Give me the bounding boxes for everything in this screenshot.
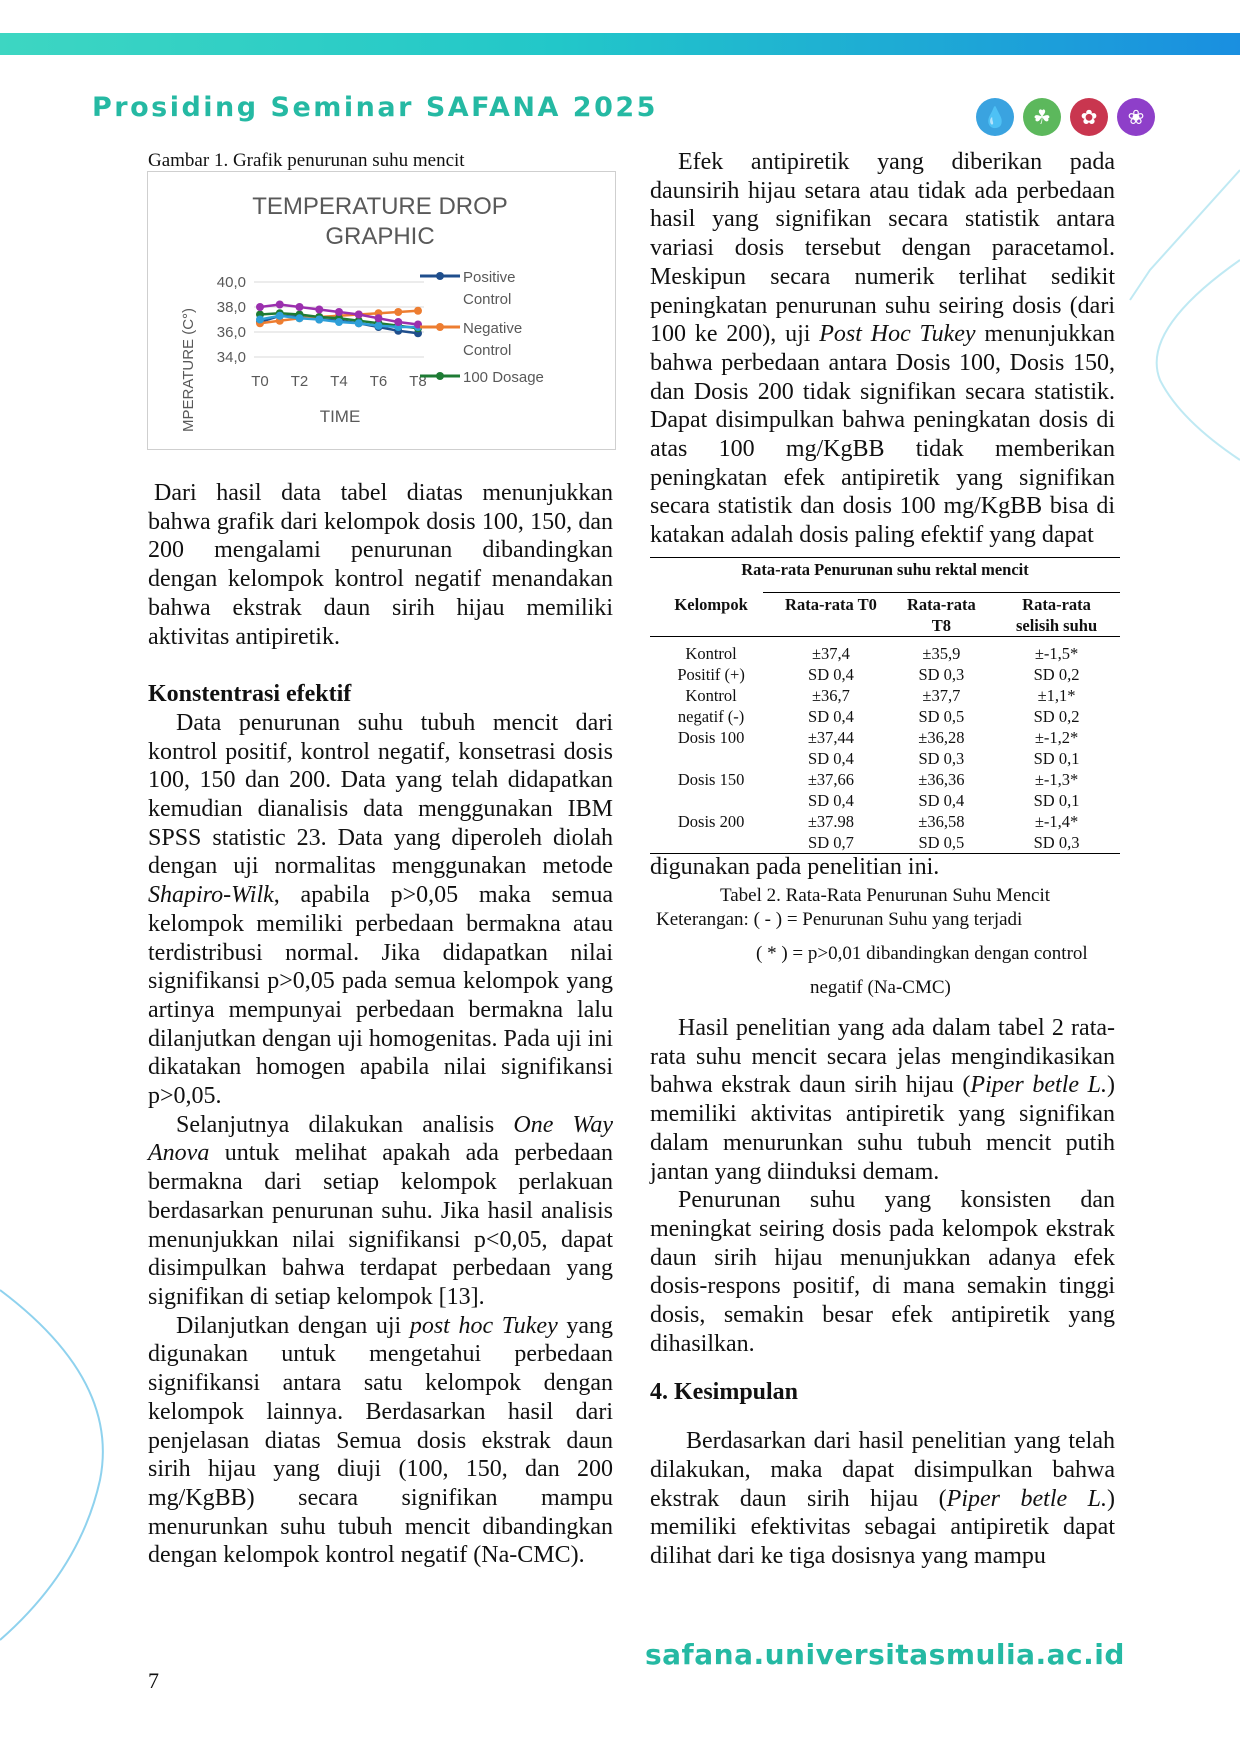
table-cell: SD 0,4 <box>808 749 854 768</box>
table-top-rule <box>650 557 1120 558</box>
data-point <box>355 319 363 327</box>
conference-title: Prosiding Seminar SAFANA 2025 <box>92 92 658 123</box>
flower-icon: ❀ <box>1117 98 1155 136</box>
table-header-row <box>650 594 1120 637</box>
section-heading: 4. Kesimpulan <box>650 1379 799 1406</box>
y-axis-label: MPERATURE (C°) <box>180 307 197 432</box>
data-point <box>296 303 304 311</box>
data-table <box>650 594 1120 854</box>
table-cell: ±36,28 <box>918 728 965 747</box>
data-point <box>335 318 343 326</box>
table-caption: Tabel 2. Rata-Rata Penurunan Suhu Mencit <box>719 885 1051 906</box>
leaf-icon: ☘ <box>1023 98 1061 136</box>
table-cell: SD 0,5 <box>918 707 965 726</box>
legend-marker <box>436 323 444 331</box>
figure-caption: Gambar 1. Grafik penurunan suhu mencit <box>148 150 465 171</box>
footer-url[interactable]: safana.universitasmulia.ac.id <box>645 1638 1125 1671</box>
table-header: Rata-rata selisih suhu <box>1015 595 1098 635</box>
table-cell: SD 0,7 <box>808 833 854 852</box>
table-row <box>650 637 1120 665</box>
table-row <box>650 748 1120 769</box>
table-notes <box>650 884 1120 1000</box>
table-row <box>650 685 1120 706</box>
y-tick-label: 40,0 <box>216 274 246 291</box>
table-cell: ±37,7 <box>922 686 961 705</box>
data-point <box>276 301 284 309</box>
table-cell: ±-1,2* <box>1034 728 1079 747</box>
header-logos <box>976 98 1155 136</box>
table-cell: ±36,7 <box>811 686 850 705</box>
data-point <box>414 307 422 315</box>
table-cell: SD 0,3 <box>1033 833 1080 852</box>
data-point <box>375 314 383 322</box>
legend-label: Positive <box>463 269 516 286</box>
table-cell: SD 0,1 <box>1033 791 1080 810</box>
data-point <box>335 308 343 316</box>
right-column-bottom <box>650 1014 1115 1571</box>
table-cell: ±36,36 <box>918 770 965 789</box>
table-row <box>650 811 1120 832</box>
right-column-continued <box>650 853 1115 882</box>
data-point <box>355 311 363 319</box>
data-point <box>315 316 323 324</box>
table-cell: ±35,9 <box>922 644 961 663</box>
paragraph: Dari hasil data tabel diatas menunjukkan bahwa grafik dari kelompok dosis 100, 150, dan 200 mengalami penurunan dibandingkan dengan kelompok kontrol negatif menandakan bahwa ekstrak daun sirih hijau memiliki aktivitas antipiretik. <box>148 480 613 650</box>
table-cell: ±1,1* <box>1037 686 1076 705</box>
paragraph: Hasil penelitian yang ada dalam tabel 2 rata-rata suhu mencit secara jelas mengindikasikan bahwa ekstrak daun sirih hijau (Piper betle L.) memiliki aktivitas antipiretik yang signifikan dalam menurunkan suhu tubuh mencit putih jantan yang diinduksi demam. <box>650 1015 1115 1185</box>
chart-title: TEMPERATURE DROP <box>252 193 508 220</box>
table-cell: ±36,58 <box>918 812 965 831</box>
table-note: ( * ) = p>0,01 dibandingkan dengan control <box>756 943 1088 964</box>
paragraph: Berdasarkan dari hasil penelitian yang telah dilakukan, maka dapat disimpulkan bahwa ekstrak daun sirih hijau (Piper betle L.) memiliki efektivitas sebagai antipiretik dapat dilihat dari ke tiga dosisnya yang mampu <box>650 1428 1116 1569</box>
table-cell: SD 0,3 <box>918 665 965 684</box>
table-cell: ±-1,5* <box>1034 644 1079 663</box>
table-header: Kelompok <box>674 595 748 614</box>
table-cell: ±37,4 <box>811 644 850 663</box>
table-cell: Dosis 200 <box>677 812 745 831</box>
table-subrule <box>763 592 1120 593</box>
table-row <box>650 790 1120 811</box>
y-tick-label: 38,0 <box>216 299 246 316</box>
table-cell: Kontrol <box>685 644 737 663</box>
table-title: Rata-rata Penurunan suhu rektal mencit <box>741 560 1029 579</box>
x-tick-label: T0 <box>251 373 269 390</box>
herb-icon: ✿ <box>1070 98 1108 136</box>
data-point <box>256 316 264 324</box>
table-cell: SD 0,4 <box>808 665 854 684</box>
table-cell: ±37,44 <box>807 728 855 747</box>
paragraph: Dilanjutkan dengan uji post hoc Tukey yang digunakan untuk mengetahui perbedaan signifikansi antara satu kelompok dengan kelompok lainnya. Berdasarkan hasil dari penjelasan diatas Semua dosis ekstrak daun sirih hijau yang diuji (100, 150, dan 200 mg/KgBB) secara signifikan mampu menurunkan suhu tubuh mencit dibandingkan dengan kelompok kontrol negatif (Na-CMC). <box>148 1312 613 1569</box>
table-header: Rata-rata T8 <box>907 595 976 635</box>
legend-label: Control <box>463 291 512 308</box>
legend-marker <box>436 272 444 280</box>
legend-label: 100 Dosage <box>463 369 544 386</box>
table-cell <box>650 832 772 854</box>
table-cell: Kontrol <box>685 686 737 705</box>
legend-label: Control <box>463 342 512 359</box>
paragraph: Penurunan suhu yang konsisten dan meningkat seiring dosis pada kelompok ekstrak daun sirih hijau menunjukkan adanya efek dosis-respons positif, di mana semakin tinggi dosis, semakin besar efek antipiretik yang dihasilkan. <box>650 1187 1115 1357</box>
legend-marker <box>436 372 444 380</box>
table-cell: SD 0,4 <box>918 791 965 810</box>
paragraph: Selanjutnya dilakukan analisis One Way Anova untuk melihat apakah ada perbedaan bermakna dari setiap kelompok perlakuan berdasarkan penurunan suhu. Jika hasil analisis menunjukkan nilai signifikansi p<0,05, dapat disimpulkan bahwa terdapat perbedaan yang signifikan di setiap kelompok [13]. <box>148 1111 613 1310</box>
paragraph: Data penurunan suhu tubuh mencit dari kontrol positif, kontrol negatif, konsetrasi dosis 100, 150 dan 200. Data yang telah didapatkan kemudian dianalisis data menggunakan IBM SPSS statistic 23. Data yang diperoleh diolah dengan uji normalitas menggunakan metode Shapiro-Wilk, apabila p>0,05 maka semua kelompok memiliki perbedaan bermakna atau terdistribusi normal. Jika didapatkan nilai signifikansi p>0,05 pada semua kelompok yang artinya mempunyai perbedaan bermakna lalu dilanjutkan dengan uji homogenitas. Pada uji ini dikatakan homogen apabila nilai signifikansi p>0,05. <box>148 709 613 1110</box>
table-note: negatif (Na-CMC) <box>810 977 951 998</box>
table-cell: SD 0,1 <box>1033 749 1080 768</box>
table-cell: SD 0,2 <box>1033 665 1080 684</box>
paragraph: digunakan pada penelitian ini. <box>650 854 940 880</box>
data-point <box>375 322 383 330</box>
table-cell: SD 0,2 <box>1033 707 1080 726</box>
table-cell: ±-1,4* <box>1034 812 1079 831</box>
table-cell: SD 0,4 <box>808 707 854 726</box>
data-point <box>394 318 402 326</box>
table-cell: SD 0,4 <box>808 791 854 810</box>
y-tick-label: 34,0 <box>216 349 246 366</box>
section-heading: Konstentrasi efektif <box>148 681 352 708</box>
x-tick-label: T2 <box>290 373 309 390</box>
table-cell: negatif (-) <box>677 707 745 726</box>
header-color-bar <box>0 33 1240 55</box>
water-drop-icon: 💧 <box>976 98 1014 136</box>
table-cell: SD 0,5 <box>918 833 965 852</box>
table-cell: ±37,66 <box>807 770 855 789</box>
x-tick-label: T6 <box>369 373 388 390</box>
chart-title: GRAPHIC <box>325 223 435 250</box>
table-row <box>650 664 1120 685</box>
table-row <box>650 769 1120 790</box>
table-row <box>650 727 1120 748</box>
data-point <box>256 303 264 311</box>
right-column-top <box>650 148 1115 550</box>
table-row <box>650 706 1120 727</box>
paragraph: Efek antipiretik yang diberikan pada daunsirih hijau setara atau tidak ada perbedaan hasil yang signifikan secara statistik antara variasi dosis tersebut dengan paracetamol. Meskipun secara numerik terlihat sedikit peningkatan penurunan suhu seiring dosis (dari 100 ke 200), uji Post Hoc Tukey menunjukkan bahwa perbedaan antara Dosis 100, Dosis 150, dan Dosis 200 tidak signifikan secara statistik. Dapat disimpulkan bahwa peningkatan dosis di atas 100 mg/KgBB tidak memberikan peningkatan efek antipiretik yang signifikan secara statistik dan dosis 100 mg/KgBB bisa di katakan adalah dosis paling efektif yang dapat <box>650 149 1116 549</box>
table-cell: Dosis 150 <box>677 770 745 789</box>
temperature-chart <box>147 171 616 450</box>
page-number: 7 <box>148 1668 159 1693</box>
data-point <box>296 314 304 322</box>
table-cell: ±-1,3* <box>1034 770 1079 789</box>
table-cell: Positif (+) <box>677 665 745 684</box>
table-row <box>650 832 1120 854</box>
data-point <box>394 308 402 316</box>
table-cell: SD 0,3 <box>918 749 965 768</box>
x-axis-label: TIME <box>319 407 361 426</box>
y-tick-label: 36,0 <box>216 324 246 341</box>
table-header: Rata-rata T0 <box>785 595 877 614</box>
legend-label: Negative <box>463 320 523 337</box>
data-point <box>315 306 323 314</box>
table-cell <box>650 748 772 769</box>
x-tick-label: T4 <box>330 373 348 390</box>
table-cell: Dosis 100 <box>677 728 745 747</box>
x-tick-label: T8 <box>409 373 427 390</box>
table-note: Keterangan: ( - ) = Penurunan Suhu yang terjadi <box>656 909 1023 930</box>
left-column <box>148 479 613 1570</box>
table-cell <box>650 790 772 811</box>
data-point <box>276 312 284 320</box>
table-cell: ±37.98 <box>807 812 855 831</box>
